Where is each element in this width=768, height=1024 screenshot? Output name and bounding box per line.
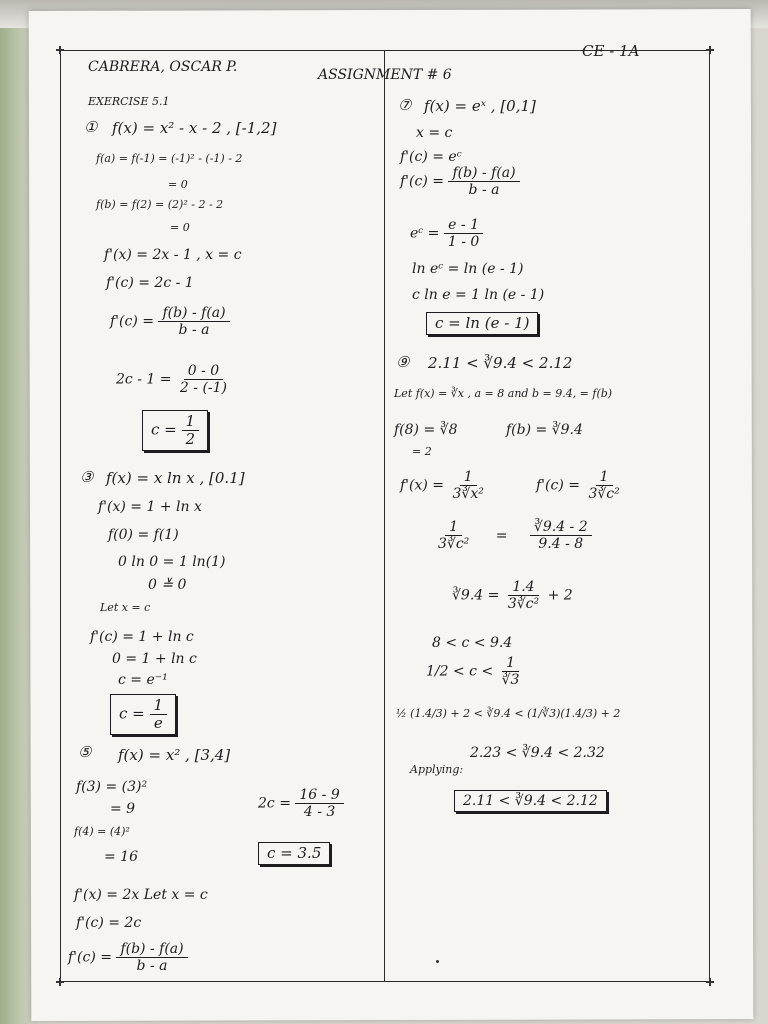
work-line: f(3) = (3)² bbox=[76, 779, 148, 795]
fraction-line bbox=[426, 656, 523, 687]
fraction bbox=[434, 520, 473, 551]
column-divider bbox=[384, 50, 385, 982]
work-line: f'(x) = 2x - 1 , x = c bbox=[104, 247, 242, 263]
denominator: 3∛c² bbox=[438, 536, 470, 552]
fraction bbox=[448, 166, 519, 197]
numerator: ∛9.4 - 2 bbox=[530, 520, 592, 536]
fraction-line bbox=[68, 942, 188, 973]
lhs: f'(c) = bbox=[68, 949, 112, 966]
answer-box: c = ln (e - 1) bbox=[426, 312, 538, 335]
denominator: 1 - 0 bbox=[447, 234, 480, 250]
work-line: = 16 bbox=[104, 849, 138, 865]
work-line: 0 ≚ 0 bbox=[148, 577, 187, 593]
answer-box bbox=[110, 694, 176, 735]
denominator: ∛3 bbox=[501, 672, 520, 688]
fraction bbox=[504, 580, 543, 611]
work-line: = 0 bbox=[168, 178, 188, 191]
lhs: 2c - 1 = bbox=[116, 371, 172, 388]
work-line: ln eᶜ = ln (e - 1) bbox=[412, 261, 524, 277]
numerator: 1 bbox=[460, 470, 477, 486]
work-line: f'(c) = 2c - 1 bbox=[106, 275, 194, 291]
fraction-line bbox=[452, 580, 573, 611]
lhs: 1/2 < c < bbox=[426, 663, 494, 680]
work-line: Let f(x) = ∛x , a = 8 and b = 9.4, = f(b) bbox=[394, 387, 613, 400]
denominator: b - a bbox=[178, 322, 210, 338]
fraction bbox=[295, 788, 343, 819]
corner-mark-icon bbox=[56, 46, 64, 54]
work-line: ½ (1.4/3) + 2 < ∛9.4 < (1/∛3)(1.4/3) + 2 bbox=[396, 707, 621, 720]
numerator: f(b) - f(a) bbox=[448, 166, 519, 182]
applying-label: Applying: bbox=[410, 763, 464, 776]
work-line: 0 ln 0 = 1 ln(1) bbox=[118, 554, 226, 570]
work-line: c ln e = 1 ln (e - 1) bbox=[412, 287, 545, 303]
exercise-label: EXERCISE 5.1 bbox=[88, 95, 170, 108]
numerator: 1 bbox=[150, 698, 168, 715]
lhs: c = bbox=[151, 420, 177, 439]
fraction bbox=[158, 306, 229, 337]
fraction-line bbox=[400, 166, 520, 197]
tail: + 2 bbox=[547, 587, 573, 604]
denominator: e bbox=[153, 714, 163, 732]
corner-mark-icon bbox=[56, 978, 64, 986]
work-line: f'(c) = eᶜ bbox=[400, 149, 462, 165]
lhs: f'(c) = bbox=[400, 173, 444, 190]
numerator: 0 - 0 bbox=[184, 364, 223, 380]
work-line: = 2 bbox=[412, 445, 432, 458]
fraction-line bbox=[258, 788, 344, 819]
fraction-line bbox=[410, 218, 483, 249]
assignment-title: ASSIGNMENT # 6 bbox=[318, 67, 452, 83]
lhs: c = bbox=[119, 704, 145, 723]
lhs: eᶜ = bbox=[410, 225, 440, 242]
denominator: 9.4 - 8 bbox=[538, 536, 584, 552]
work-line: f'(x) = 1 + ln x bbox=[98, 499, 202, 515]
page-frame bbox=[60, 50, 710, 982]
numerator: 1 bbox=[182, 414, 200, 431]
lhs: f'(c) = bbox=[536, 477, 580, 494]
fraction bbox=[448, 470, 487, 501]
denominator: b - a bbox=[136, 958, 168, 974]
problem-number: ⑦ bbox=[398, 96, 412, 114]
fraction bbox=[530, 520, 592, 551]
section-code: CE - 1A bbox=[582, 42, 640, 60]
answer-box: c = 3.5 bbox=[258, 842, 330, 865]
work-line: 0 = 1 + ln c bbox=[112, 651, 197, 667]
lhs: ∛9.4 = bbox=[452, 587, 500, 604]
equals: = bbox=[495, 527, 508, 544]
fraction bbox=[150, 698, 168, 731]
fraction-line bbox=[400, 470, 488, 501]
numerator: f(b) - f(a) bbox=[116, 942, 187, 958]
problem-number: ③ bbox=[80, 468, 94, 486]
denominator: 3∛c² bbox=[507, 596, 540, 612]
numerator: 1.4 bbox=[508, 580, 538, 596]
numerator: e - 1 bbox=[444, 218, 483, 234]
denominator: 3∛x² bbox=[452, 486, 484, 502]
work-line: c = e⁻¹ bbox=[118, 672, 168, 688]
corner-mark-icon bbox=[706, 978, 714, 986]
student-name: CABRERA, OSCAR P. bbox=[88, 59, 238, 75]
fraction bbox=[116, 942, 187, 973]
problem-statement: f(x) = x² - x - 2 , [-1,2] bbox=[112, 119, 277, 137]
fraction bbox=[584, 470, 623, 501]
work-line: f(4) = (4)² bbox=[74, 825, 130, 838]
fraction bbox=[498, 656, 524, 687]
work-line: f(8) = ∛8 bbox=[394, 422, 458, 438]
numerator: f(b) - f(a) bbox=[158, 306, 229, 322]
denominator: 2 - (-1) bbox=[179, 380, 228, 396]
work-line: = 0 bbox=[170, 221, 190, 234]
problem-number: ⑤ bbox=[78, 743, 92, 761]
work-line: 8 < c < 9.4 bbox=[432, 635, 513, 651]
work-line: 2.23 < ∛9.4 < 2.32 bbox=[470, 745, 605, 761]
fraction-line bbox=[116, 364, 231, 395]
problem-statement: 2.11 < ∛9.4 < 2.12 bbox=[428, 354, 573, 372]
denominator: 2 bbox=[185, 430, 196, 448]
work-line: f'(c) = 1 + ln c bbox=[90, 629, 194, 645]
fraction-line bbox=[110, 306, 230, 337]
ink-dot bbox=[436, 960, 439, 963]
problem-statement: f(x) = eˣ , [0,1] bbox=[424, 97, 536, 115]
problem-number: ① bbox=[84, 118, 98, 136]
numerator: 1 bbox=[445, 520, 462, 536]
fraction bbox=[444, 218, 483, 249]
fraction-line bbox=[434, 520, 592, 551]
lhs: f'(x) = bbox=[400, 477, 445, 494]
lhs: 2c = bbox=[258, 795, 291, 812]
problem-statement: f(x) = x² , [3,4] bbox=[118, 746, 231, 764]
work-line: = 9 bbox=[110, 801, 136, 817]
work-line: Let x = c bbox=[100, 601, 151, 614]
denominator: b - a bbox=[468, 182, 500, 198]
problem-statement: f(x) = x ln x , [0.1] bbox=[106, 469, 245, 487]
work-line: x = c bbox=[416, 125, 453, 141]
numerator: 1 bbox=[502, 656, 519, 672]
work-line: f'(x) = 2x Let x = c bbox=[74, 887, 208, 903]
fraction bbox=[182, 414, 200, 447]
denominator: 3∛c² bbox=[588, 486, 620, 502]
work-line: f(0) = f(1) bbox=[108, 527, 179, 543]
numerator: 1 bbox=[596, 470, 613, 486]
fraction-line bbox=[536, 470, 624, 501]
work-line: f(a) = f(-1) = (-1)² - (-1) - 2 bbox=[96, 152, 243, 165]
numerator: 16 - 9 bbox=[295, 788, 343, 804]
corner-mark-icon bbox=[706, 46, 714, 54]
answer-box: 2.11 < ∛9.4 < 2.12 bbox=[454, 790, 607, 812]
denominator: 4 - 3 bbox=[303, 804, 336, 820]
work-line: f(b) = ∛9.4 bbox=[506, 422, 583, 438]
fraction bbox=[176, 364, 231, 395]
work-line: f(b) = f(2) = (2)² - 2 - 2 bbox=[96, 198, 224, 211]
lhs: f'(c) = bbox=[110, 313, 154, 330]
problem-number: ⑨ bbox=[396, 353, 410, 371]
work-line: f'(c) = 2c bbox=[76, 915, 142, 931]
answer-box bbox=[142, 410, 208, 451]
